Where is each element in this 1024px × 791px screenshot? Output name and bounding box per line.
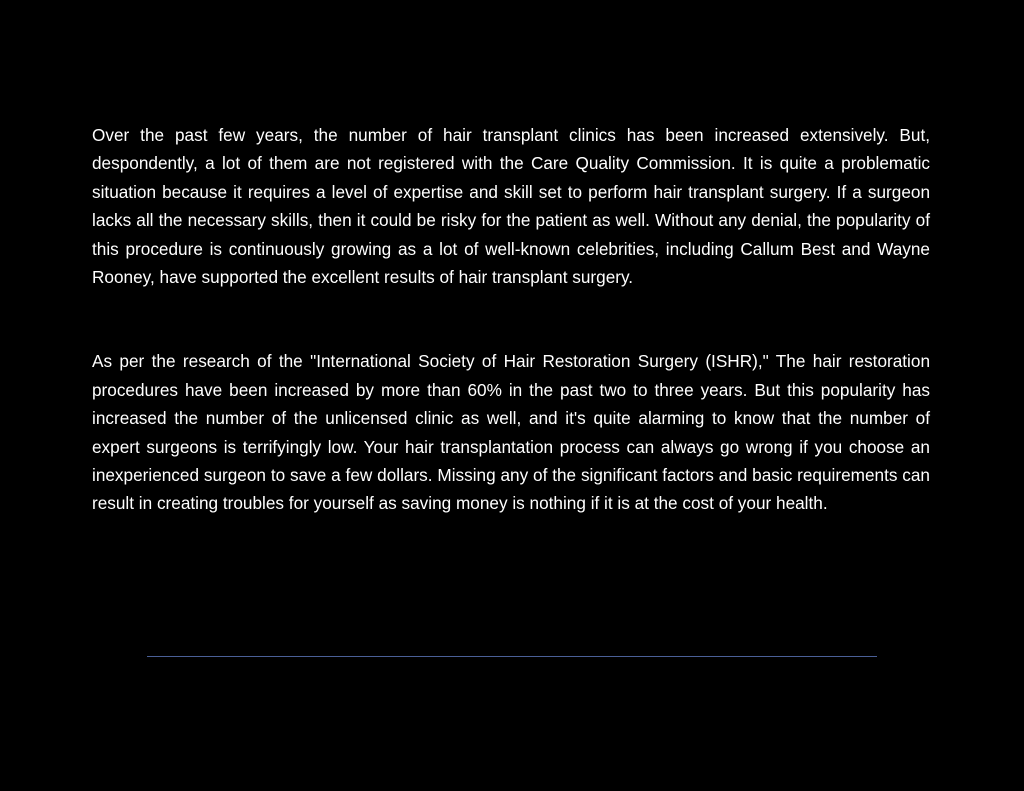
paragraph-clinics-registration: Over the past few years, the number of hair transplant clinics has been increased extensively. But, despondently, a lot of them are not registered with the Care Quality Commission. It is quite a problematic situation because it requires a level of expertise and skill set to perform hair transplant surgery. If a surgeon lacks all the necessary skills, then it could be risky for the patient as well. Without any denial, the popularity of this procedure is continuously growing as a lot of well-known celebrities, including Callum Best and Wayne Rooney, have supported the excellent results of hair transplant surgery.	[92, 125, 930, 288]
document-body	[92, 121, 930, 518]
horizontal-divider	[147, 656, 877, 657]
paragraph-ishr-research: As per the research of the "International Society of Hair Restoration Surgery (ISHR)," The hair restoration procedures have been increased by more than 60% in the past two to three years. But this popularity has increased the number of the unlicensed clinic as well, and it's quite alarming to know that the number of expert surgeons is terrifyingly low. Your hair transplantation process can always go wrong if you choose an inexperienced surgeon to save a few dollars. Missing any of the significant factors and basic requirements can result in creating troubles for yourself as saving money is nothing if it is at the cost of your health.	[92, 351, 930, 514]
